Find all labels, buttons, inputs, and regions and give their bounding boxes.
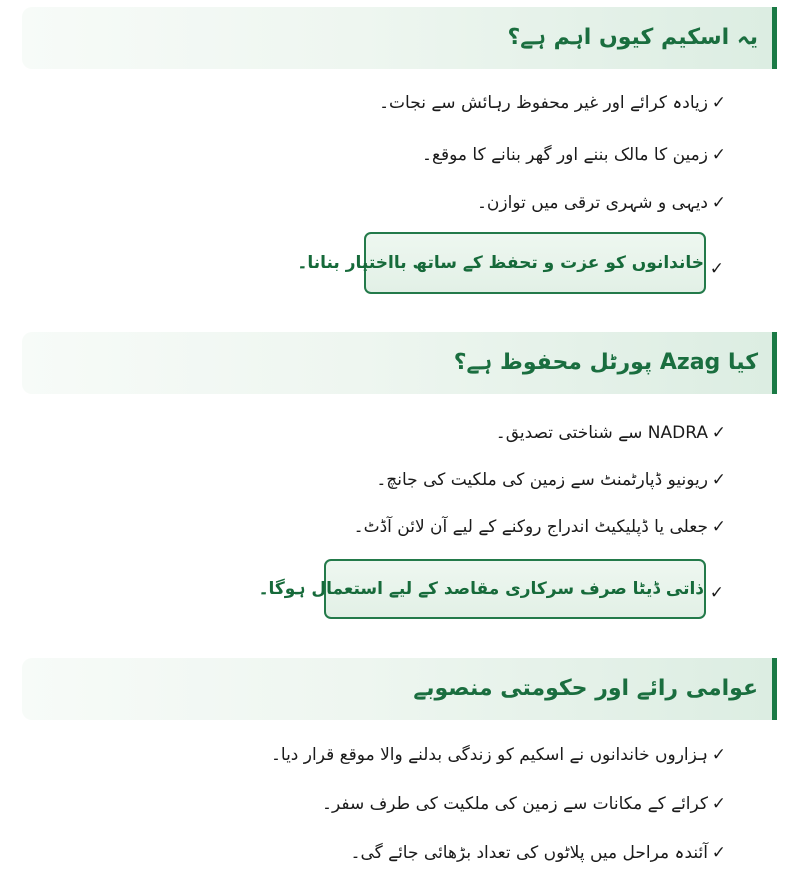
list-item xyxy=(477,190,726,216)
check-icon: ✓ xyxy=(711,145,726,165)
list-item xyxy=(271,742,726,768)
highlight-box: خاندانوں کو عزت و تحفظ کے ساتھ بااختیار بنانا۔ xyxy=(364,232,706,294)
list-item-text: جعلی یا ڈپلیکیٹ اندراج روکنے کے لیے آن لائن آڈٹ۔ xyxy=(353,517,708,537)
section-title: کیا Azag پورٹل محفوظ ہے؟ xyxy=(453,350,758,375)
section-header-why-important xyxy=(22,7,777,69)
check-icon: ✓ xyxy=(711,843,726,863)
list-item xyxy=(422,142,726,168)
list-item xyxy=(379,90,726,116)
check-icon: ✓ xyxy=(711,193,726,213)
section-header-portal-safety xyxy=(22,332,777,394)
check-icon: ✓ xyxy=(711,794,726,814)
section-header-public-opinion xyxy=(22,658,777,720)
list-item-text: کرائے کے مکانات سے زمین کی ملکیت کی طرف سفر۔ xyxy=(322,794,708,814)
check-icon: ✓ xyxy=(711,745,726,765)
list-item xyxy=(354,514,726,540)
highlight-box: ذاتی ڈیٹا صرف سرکاری مقاصد کے لیے استعمال ہوگا۔ xyxy=(324,559,706,619)
list-item xyxy=(376,467,726,493)
section-title: عوامی رائے اور حکومتی منصوبے xyxy=(413,676,758,701)
check-icon: ✓ xyxy=(709,259,724,279)
check-icon: ✓ xyxy=(709,583,724,603)
check-icon: ✓ xyxy=(711,470,726,490)
list-item-text: ریونیو ڈپارٹمنٹ سے زمین کی ملکیت کی جانچ۔ xyxy=(376,470,708,490)
list-item-text: دیہی و شہری ترقی میں توازن۔ xyxy=(476,193,708,213)
check-icon: ✓ xyxy=(711,423,726,443)
list-item xyxy=(496,420,726,446)
list-item xyxy=(322,791,726,817)
list-item-text: NADRA سے شناختی تصدیق۔ xyxy=(495,423,708,443)
check-icon: ✓ xyxy=(711,517,726,537)
section-title: یہ اسکیم کیوں اہم ہے؟ xyxy=(507,25,758,50)
list-item-text: ہزاروں خاندانوں نے اسکیم کو زندگی بدلنے والا موقع قرار دیا۔ xyxy=(270,745,708,765)
list-item-text: آئندہ مراحل میں پلاٹوں کی تعداد بڑھائی جائے گی۔ xyxy=(350,843,708,863)
list-item-text: زیادہ کرائے اور غیر محفوظ رہائش سے نجات۔ xyxy=(379,93,708,113)
check-icon: ✓ xyxy=(711,93,726,113)
list-item xyxy=(350,840,726,866)
list-item-text: زمین کا مالک بننے اور گھر بنانے کا موقع۔ xyxy=(421,145,708,165)
